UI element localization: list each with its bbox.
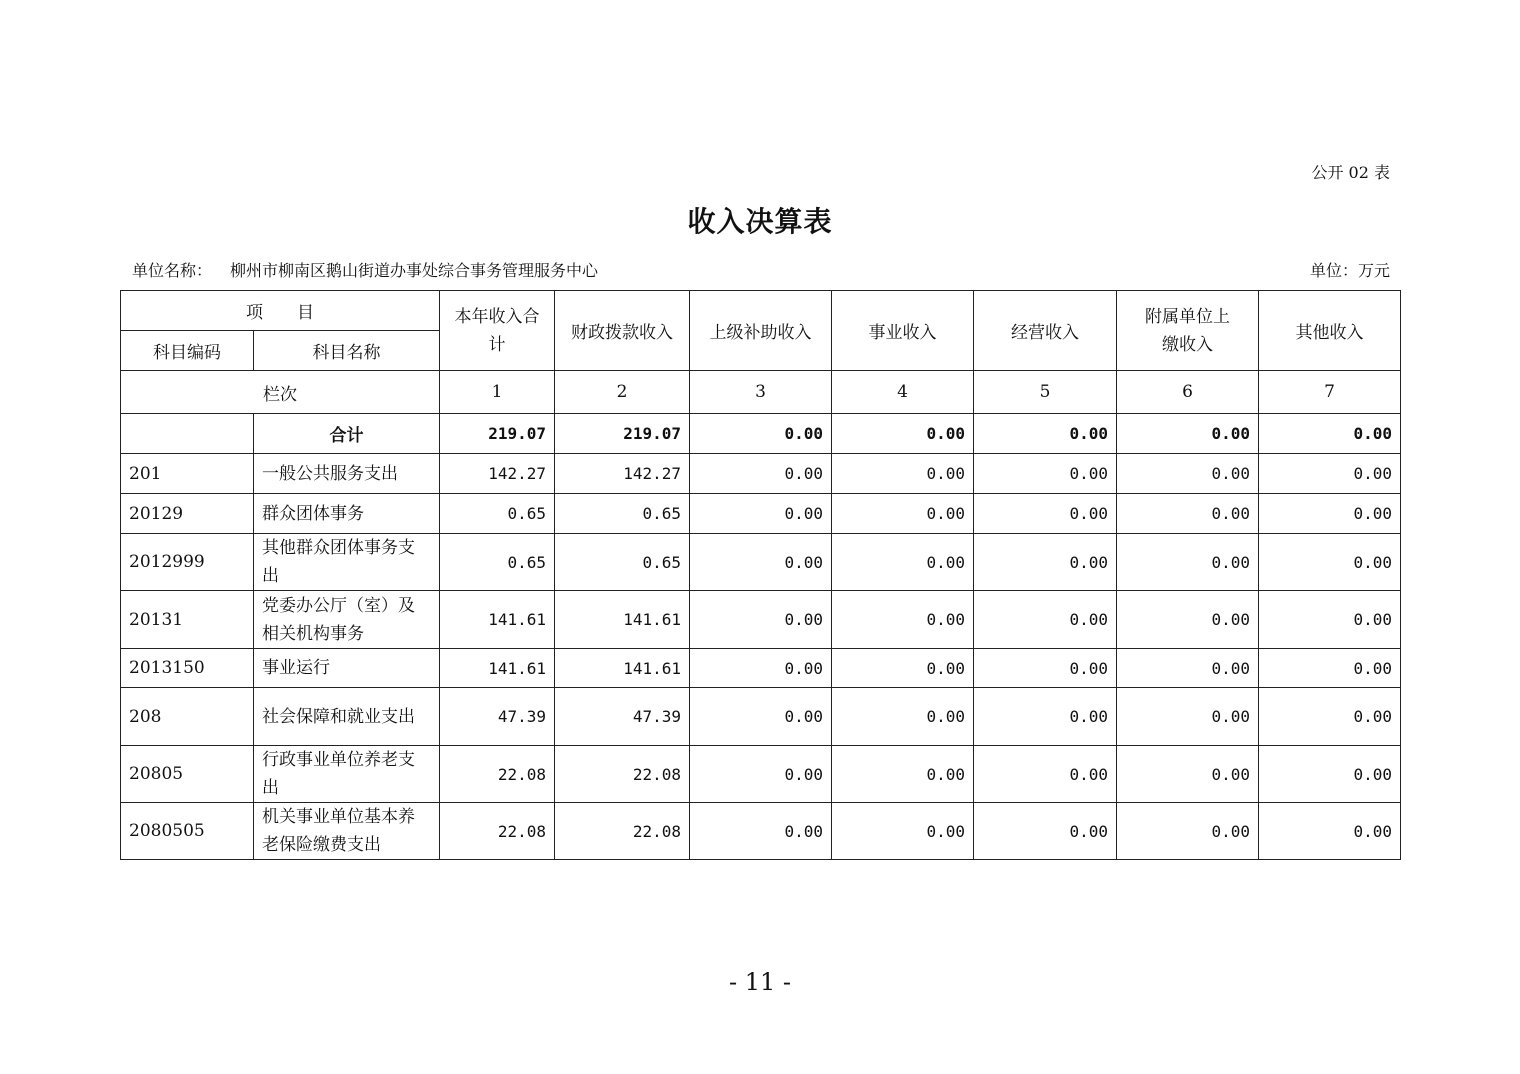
form-code: 公开 02 表 xyxy=(1311,163,1390,182)
subject-code: 2080505 xyxy=(121,803,254,860)
subject-code: 20131 xyxy=(121,591,254,649)
index-num: 5 xyxy=(974,371,1117,414)
subject-name: 群众团体事务 xyxy=(254,494,440,534)
subject-code: 201 xyxy=(121,454,254,494)
total-value: 219.07 xyxy=(555,414,690,454)
header-col7: 其他收入 xyxy=(1259,291,1401,371)
table-row xyxy=(121,454,1401,494)
amount-cell: 0.00 xyxy=(832,591,974,649)
amount-cell: 0.00 xyxy=(690,649,832,688)
amount-cell: 0.00 xyxy=(1259,746,1401,803)
amount-cell: 0.00 xyxy=(832,494,974,534)
amount-cell: 0.00 xyxy=(832,534,974,591)
amount-cell: 22.08 xyxy=(440,746,555,803)
subject-name: 党委办公厅（室）及相关机构事务 xyxy=(254,591,440,649)
amount-cell: 47.39 xyxy=(555,688,690,746)
header-item: 项 目 xyxy=(121,291,440,331)
table-row xyxy=(121,591,1401,649)
table-row xyxy=(121,494,1401,534)
amount-cell: 0.00 xyxy=(974,803,1117,860)
subject-name: 社会保障和就业支出 xyxy=(254,688,440,746)
amount-cell: 0.00 xyxy=(1259,649,1401,688)
amount-cell: 142.27 xyxy=(440,454,555,494)
total-value: 0.00 xyxy=(832,414,974,454)
total-row xyxy=(121,414,1401,454)
amount-cell: 0.00 xyxy=(690,454,832,494)
page-title: 收入决算表 xyxy=(687,205,833,238)
header-col1: 本年收入合计 xyxy=(440,291,555,371)
amount-cell: 0.00 xyxy=(690,494,832,534)
amount-cell: 0.65 xyxy=(440,534,555,591)
header-name: 科目名称 xyxy=(254,331,440,371)
amount-cell: 0.00 xyxy=(690,591,832,649)
table-row xyxy=(121,534,1401,591)
amount-cell: 142.27 xyxy=(555,454,690,494)
amount-cell: 0.00 xyxy=(690,688,832,746)
header-col3: 上级补助收入 xyxy=(690,291,832,371)
table-row xyxy=(121,688,1401,746)
index-row xyxy=(121,371,1401,414)
table-row xyxy=(121,803,1401,860)
amount-cell: 0.00 xyxy=(974,534,1117,591)
data-rows xyxy=(121,454,1401,860)
amount-cell: 0.00 xyxy=(1259,454,1401,494)
amount-cell: 0.00 xyxy=(832,454,974,494)
index-num: 7 xyxy=(1259,371,1401,414)
currency-unit: 单位：万元 xyxy=(1309,261,1390,280)
amount-cell: 141.61 xyxy=(555,649,690,688)
amount-cell: 0.00 xyxy=(1117,591,1259,649)
amount-cell: 0.00 xyxy=(1117,494,1259,534)
amount-cell: 0.00 xyxy=(832,649,974,688)
unit-name-line xyxy=(132,258,598,281)
amount-cell: 0.00 xyxy=(974,688,1117,746)
amount-cell: 0.65 xyxy=(440,494,555,534)
amount-cell: 0.00 xyxy=(1117,454,1259,494)
amount-cell: 0.00 xyxy=(1117,803,1259,860)
amount-cell: 47.39 xyxy=(440,688,555,746)
total-value: 0.00 xyxy=(1259,414,1401,454)
header-col4: 事业收入 xyxy=(832,291,974,371)
total-label: 合计 xyxy=(254,414,440,454)
header-code: 科目编码 xyxy=(121,331,254,371)
amount-cell: 0.65 xyxy=(555,494,690,534)
income-table xyxy=(120,290,1401,860)
amount-cell: 0.00 xyxy=(974,454,1117,494)
subject-name: 行政事业单位养老支出 xyxy=(254,746,440,803)
total-value: 0.00 xyxy=(1117,414,1259,454)
table-row xyxy=(121,649,1401,688)
amount-cell: 0.00 xyxy=(974,494,1117,534)
amount-cell: 0.00 xyxy=(974,746,1117,803)
amount-cell: 0.00 xyxy=(974,649,1117,688)
subject-code: 20805 xyxy=(121,746,254,803)
amount-cell: 0.00 xyxy=(832,688,974,746)
index-label: 栏次 xyxy=(121,371,440,414)
amount-cell: 0.00 xyxy=(1117,688,1259,746)
amount-cell: 0.00 xyxy=(690,534,832,591)
amount-cell: 0.00 xyxy=(974,591,1117,649)
amount-cell: 0.00 xyxy=(1259,688,1401,746)
amount-cell: 22.08 xyxy=(555,746,690,803)
header-col6: 附属单位上缴收入 xyxy=(1117,291,1259,371)
subject-code: 208 xyxy=(121,688,254,746)
amount-cell: 22.08 xyxy=(440,803,555,860)
total-value: 0.00 xyxy=(690,414,832,454)
amount-cell: 0.00 xyxy=(1117,534,1259,591)
amount-cell: 0.65 xyxy=(555,534,690,591)
header-col5: 经营收入 xyxy=(974,291,1117,371)
amount-cell: 0.00 xyxy=(690,803,832,860)
subject-code: 2013150 xyxy=(121,649,254,688)
index-num: 2 xyxy=(555,371,690,414)
amount-cell: 141.61 xyxy=(440,649,555,688)
amount-cell: 0.00 xyxy=(1117,746,1259,803)
header-col2: 财政拨款收入 xyxy=(555,291,690,371)
index-num: 4 xyxy=(832,371,974,414)
amount-cell: 0.00 xyxy=(1259,591,1401,649)
amount-cell: 0.00 xyxy=(832,803,974,860)
amount-cell: 141.61 xyxy=(440,591,555,649)
amount-cell: 0.00 xyxy=(832,746,974,803)
table-row xyxy=(121,746,1401,803)
index-num: 6 xyxy=(1117,371,1259,414)
subject-code: 20129 xyxy=(121,494,254,534)
total-code-cell xyxy=(121,414,254,454)
amount-cell: 0.00 xyxy=(1259,534,1401,591)
amount-cell: 0.00 xyxy=(690,746,832,803)
header-row-1 xyxy=(121,291,1401,331)
amount-cell: 0.00 xyxy=(1259,803,1401,860)
subject-name: 事业运行 xyxy=(254,649,440,688)
subject-code: 2012999 xyxy=(121,534,254,591)
total-value: 219.07 xyxy=(440,414,555,454)
amount-cell: 0.00 xyxy=(1259,494,1401,534)
unit-name: 柳州市柳南区鹅山街道办事处综合事务管理服务中心 xyxy=(230,261,599,280)
unit-label: 单位名称： xyxy=(132,261,213,280)
total-value: 0.00 xyxy=(974,414,1117,454)
index-num: 1 xyxy=(440,371,555,414)
page-number: - 11 - xyxy=(728,968,791,996)
amount-cell: 22.08 xyxy=(555,803,690,860)
amount-cell: 0.00 xyxy=(1117,649,1259,688)
subject-name: 一般公共服务支出 xyxy=(254,454,440,494)
index-num: 3 xyxy=(690,371,832,414)
subject-name: 其他群众团体事务支出 xyxy=(254,534,440,591)
amount-cell: 141.61 xyxy=(555,591,690,649)
subject-name: 机关事业单位基本养老保险缴费支出 xyxy=(254,803,440,860)
